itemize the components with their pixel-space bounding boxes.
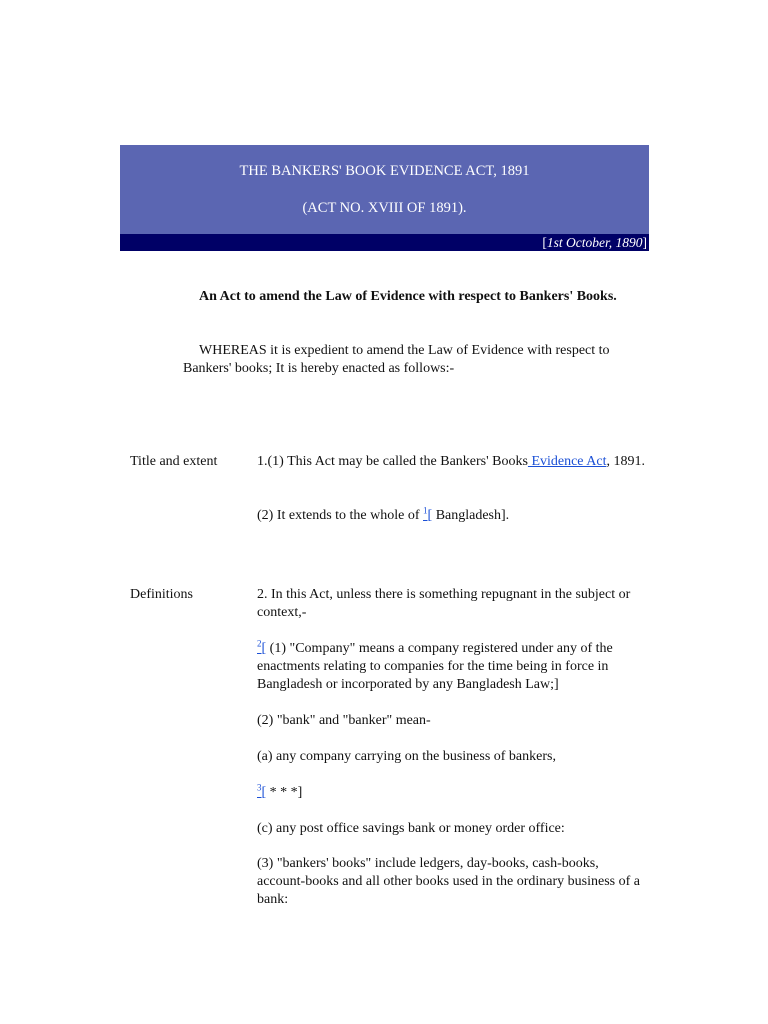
- act-date: 1st October, 1890: [546, 235, 643, 250]
- section-1-1: [257, 453, 647, 471]
- date-bar: [120, 234, 649, 251]
- footnote-2-link[interactable]: [257, 638, 267, 656]
- definition-bank: (2) "bank" and "banker" mean-: [257, 713, 431, 728]
- definition-company-text: (1) "Company" means a company registered under any of the enactments relating to companies for the time being in force in Bangladesh or incorporated by any Bangladesh Law;]: [257, 641, 613, 692]
- section-1-2-text: (2) It extends to the whole of: [257, 508, 424, 523]
- long-title: An Act to amend the Law of Evidence with respect to Bankers' Books.: [199, 289, 617, 304]
- footnote-1-number: 1: [423, 505, 428, 516]
- margin-note-definitions: Definitions: [130, 587, 193, 602]
- footnote-3-bracket: [: [261, 785, 267, 800]
- evidence-act-link[interactable]: Evidence Act: [527, 454, 607, 469]
- act-number: (ACT NO. XVIII OF 1891).: [302, 200, 467, 216]
- date-bracket-open: [: [542, 235, 547, 250]
- omitted-text: * * *]: [266, 785, 303, 800]
- section-1-2: [257, 507, 647, 525]
- section-1-1-tail: , 1891.: [606, 454, 645, 469]
- footnote-3-link[interactable]: [257, 782, 267, 800]
- margin-note-title-extent: Title and extent: [130, 454, 218, 469]
- footnote-2-bracket: [: [261, 641, 267, 656]
- section-1-2-tail: Bangladesh].: [432, 508, 510, 523]
- footnote-2-number: 2: [257, 638, 262, 649]
- date-bracket-close: ]: [642, 235, 647, 250]
- section-2-intro: 2. In this Act, unless there is something repugnant in the subject or context,-: [257, 587, 631, 620]
- definition-bank-omitted: [257, 784, 647, 802]
- definition-bankers-books: (3) "bankers' books" include ledgers, day-books, cash-books, account-books and all other books used in the ordinary business of a bank:: [257, 856, 640, 907]
- footnote-3-number: 3: [257, 782, 262, 793]
- act-title: THE BANKERS' BOOK EVIDENCE ACT, 1891: [239, 163, 530, 179]
- footnote-1-link[interactable]: [423, 505, 433, 523]
- preamble-whereas: WHEREAS it is expedient to amend the Law of Evidence with respect to Bankers' books; It is hereby enacted as follows:-: [183, 343, 610, 376]
- definition-bank-c: (c) any post office savings bank or money order office:: [257, 821, 565, 836]
- definition-bank-a: (a) any company carrying on the business of bankers,: [257, 749, 556, 764]
- definition-company: [257, 640, 647, 694]
- footnote-1-bracket: [: [427, 508, 433, 523]
- section-1-1-text: 1.(1) This Act may be called the Bankers' Books: [257, 454, 528, 469]
- act-header: [120, 145, 649, 251]
